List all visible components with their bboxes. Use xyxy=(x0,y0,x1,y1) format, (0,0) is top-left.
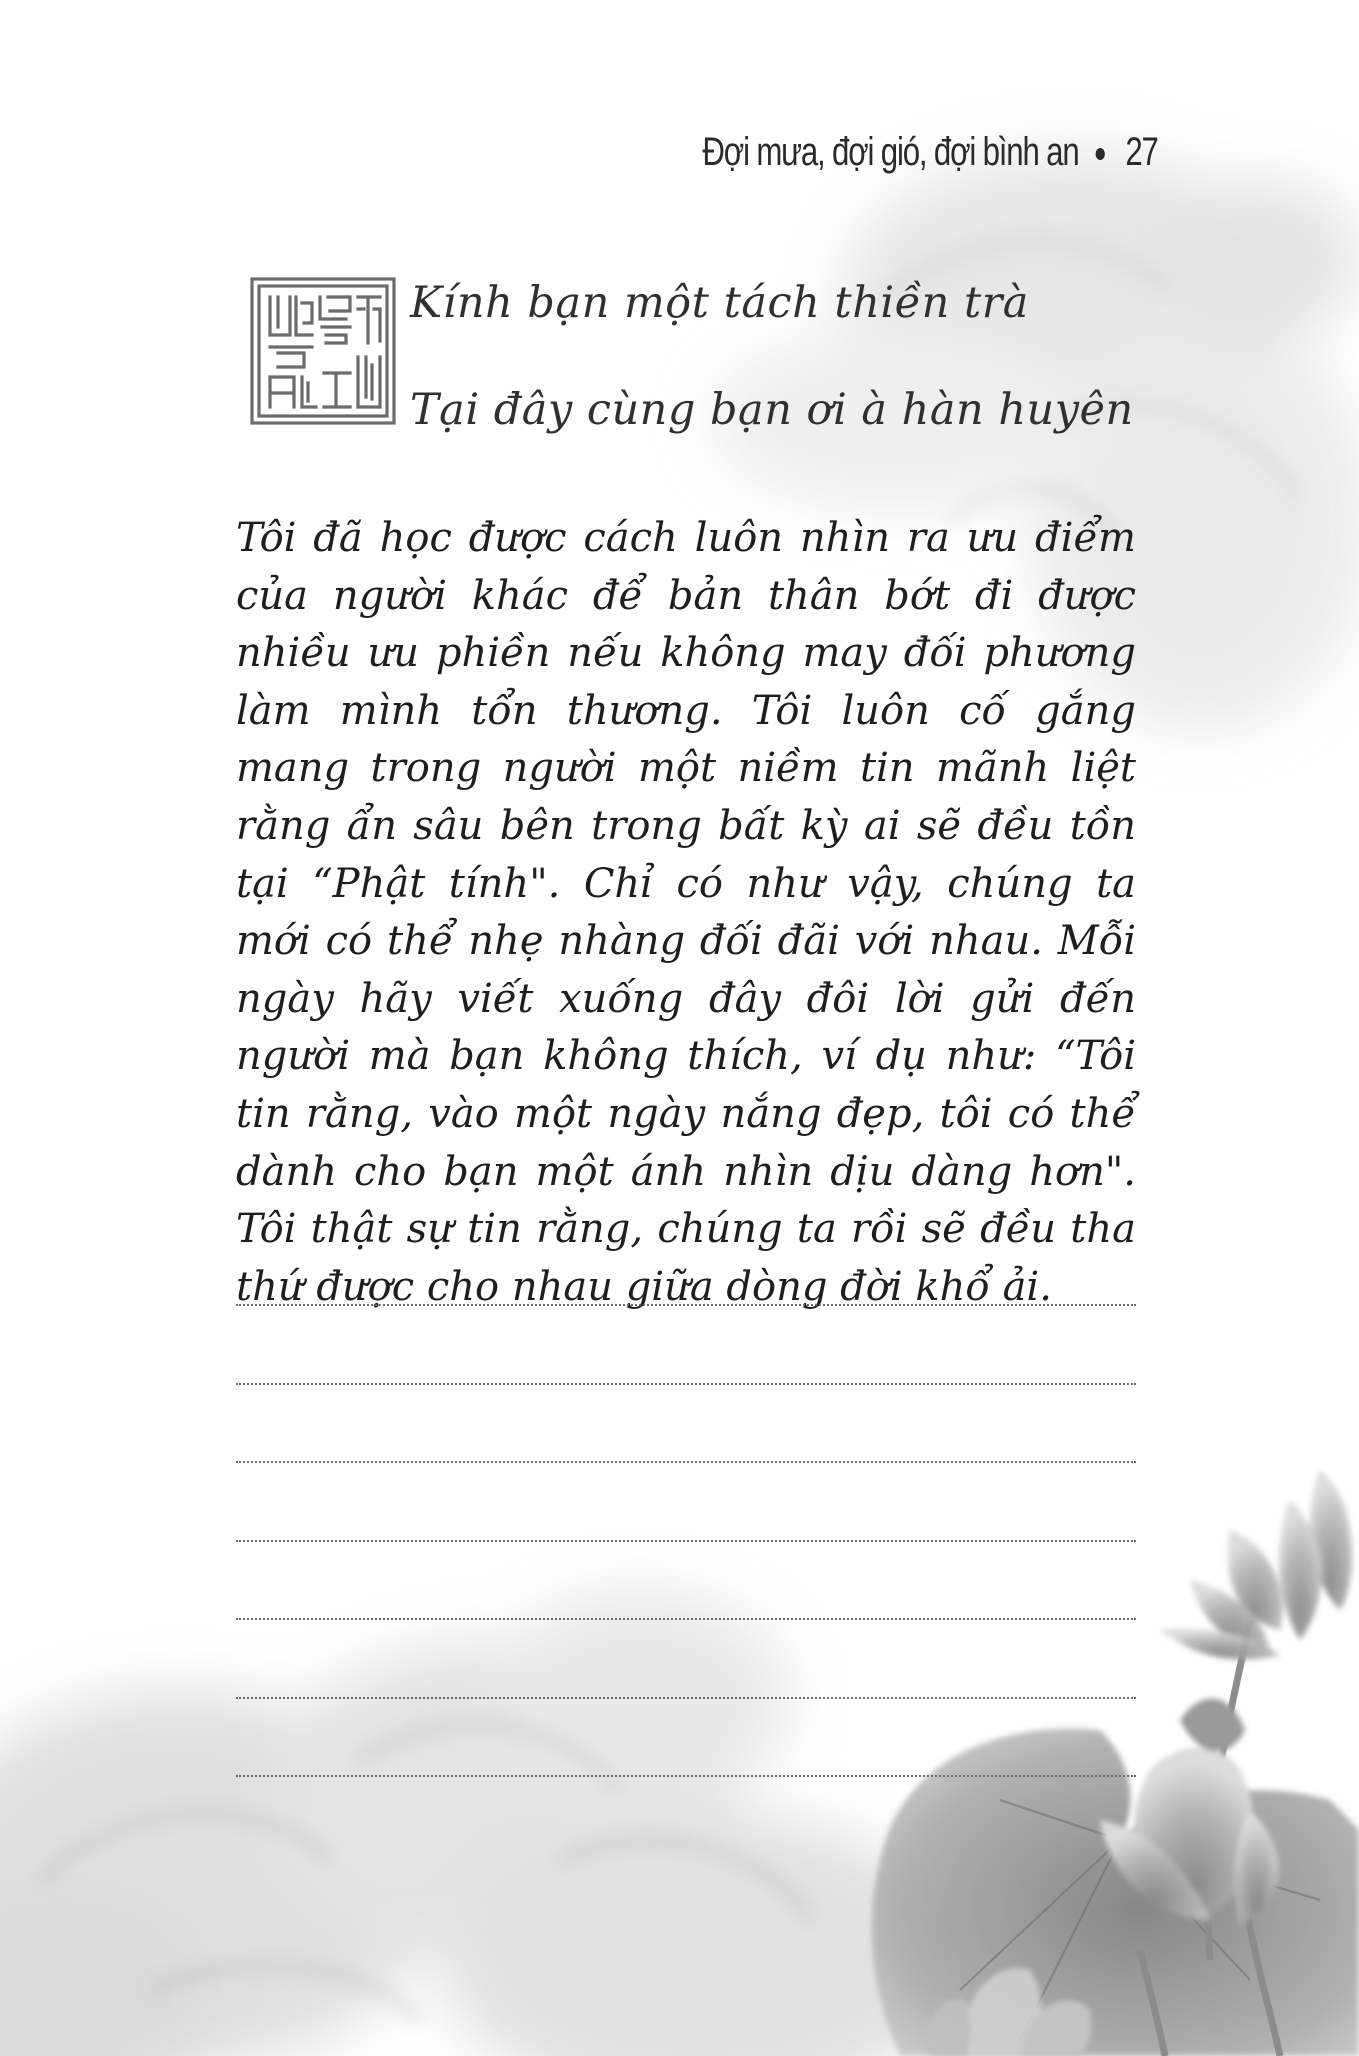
writing-line[interactable] xyxy=(236,1540,1136,1542)
bullet-separator xyxy=(1096,148,1105,160)
running-head xyxy=(703,130,1158,175)
page-number: 27 xyxy=(1125,130,1158,174)
calligraphy-seal-icon xyxy=(250,277,396,425)
writing-line[interactable] xyxy=(236,1618,1136,1620)
writing-line[interactable] xyxy=(236,1304,1136,1306)
verse-line-2: Tại đây cùng bạn ơi à hàn huyên xyxy=(410,385,1134,435)
body-paragraph: Tôi đã học được cách luôn nhìn ra ưu điểm của người khác để bản thân bớt đi được nhiều ưu phiền nếu không may đối phương làm mình tổn thương. Tôi luôn cố gắng mang trong người một niềm tin mãnh liệt rằng ẩn sâu bên trong bất kỳ ai sẽ đều tồn tại “Phật tính". Chỉ có như vậy, chúng ta mới có thể nhẹ nhàng đối đãi với nhau. Mỗi ngày hãy viết xuống đây đôi lời gửi đến người mà bạn không thích, ví dụ như: “Tôi tin rằng, vào một ngày nắng đẹp, tôi có thể dành cho bạn một ánh nhìn dịu dàng hơn". Tôi thật sự tin rằng, chúng ta rồi sẽ đều tha thứ được cho nhau giữa dòng đời khổ ải. xyxy=(236,515,1136,1310)
verse-line-1: Kính bạn một tách thiền trà xyxy=(410,278,1029,328)
book-title: Đợi mưa, đợi gió, đợi bình an xyxy=(702,130,1079,174)
writing-line[interactable] xyxy=(236,1461,1136,1463)
writing-line[interactable] xyxy=(236,1383,1136,1385)
writing-lines xyxy=(236,1304,1136,1854)
writing-line[interactable] xyxy=(236,1697,1136,1699)
writing-line[interactable] xyxy=(236,1775,1136,1777)
